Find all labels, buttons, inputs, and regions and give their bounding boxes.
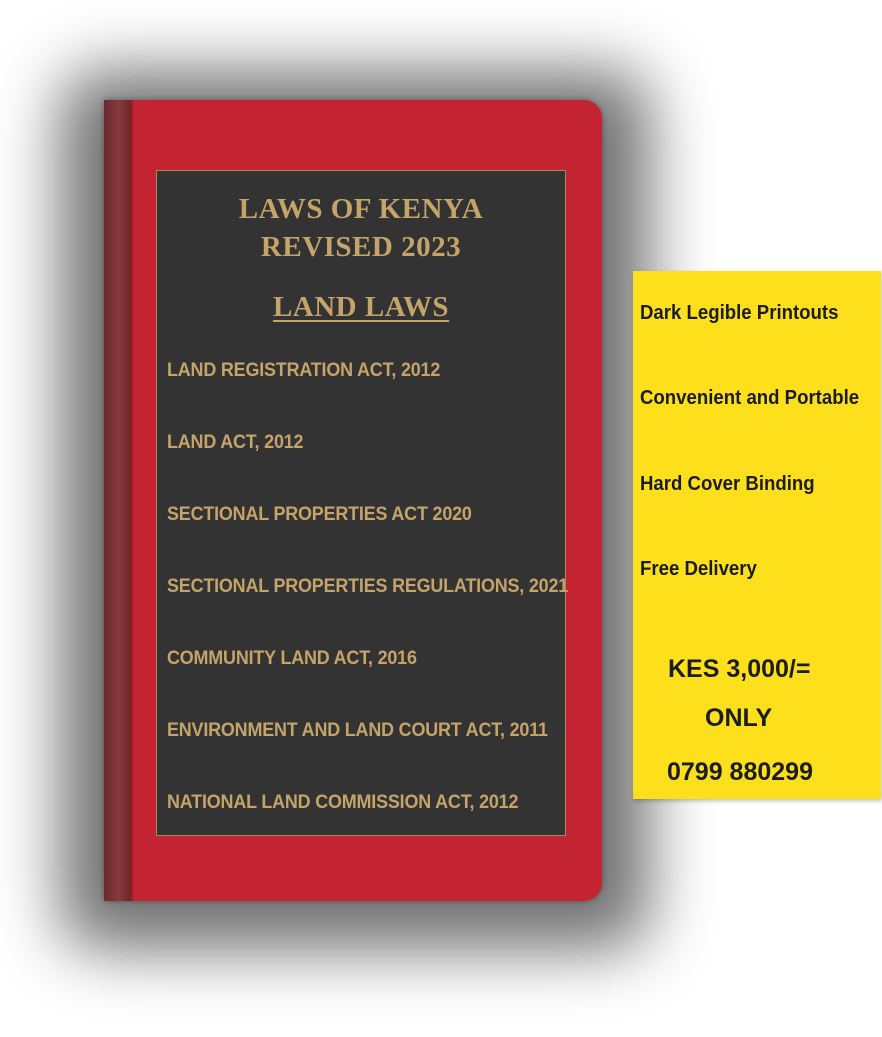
info-box [633,271,881,799]
feature-item: Dark Legible Printouts [640,302,839,324]
price: KES 3,000/= [668,655,811,683]
act-item: SECTIONAL PROPERTIES ACT 2020 [167,503,472,525]
price-note: ONLY [705,704,773,732]
cover-panel [156,170,569,836]
phone-number: 0799 880299 [667,758,813,786]
feature-item: Convenient and Portable [640,387,860,409]
act-item: SECTIONAL PROPERTIES REGULATIONS, 2021 [167,575,569,597]
book-title-line-2: REVISED 2023 [260,231,462,263]
act-item: LAND ACT, 2012 [167,431,304,453]
book-subtitle: LAND LAWS [272,291,450,323]
act-item: COMMUNITY LAND ACT, 2016 [167,647,417,669]
act-item: NATIONAL LAND COMMISSION ACT, 2012 [167,791,519,813]
book-cover [104,100,602,901]
act-item: LAND REGISTRATION ACT, 2012 [167,359,441,381]
feature-item: Free Delivery [640,558,757,580]
feature-item: Hard Cover Binding [640,473,815,495]
book-spine-edge [131,100,133,901]
act-item: ENVIRONMENT AND LAND COURT ACT, 2011 [167,719,548,741]
book-spine [104,100,131,901]
book-title-line-1: LAWS OF KENYA [238,193,484,225]
